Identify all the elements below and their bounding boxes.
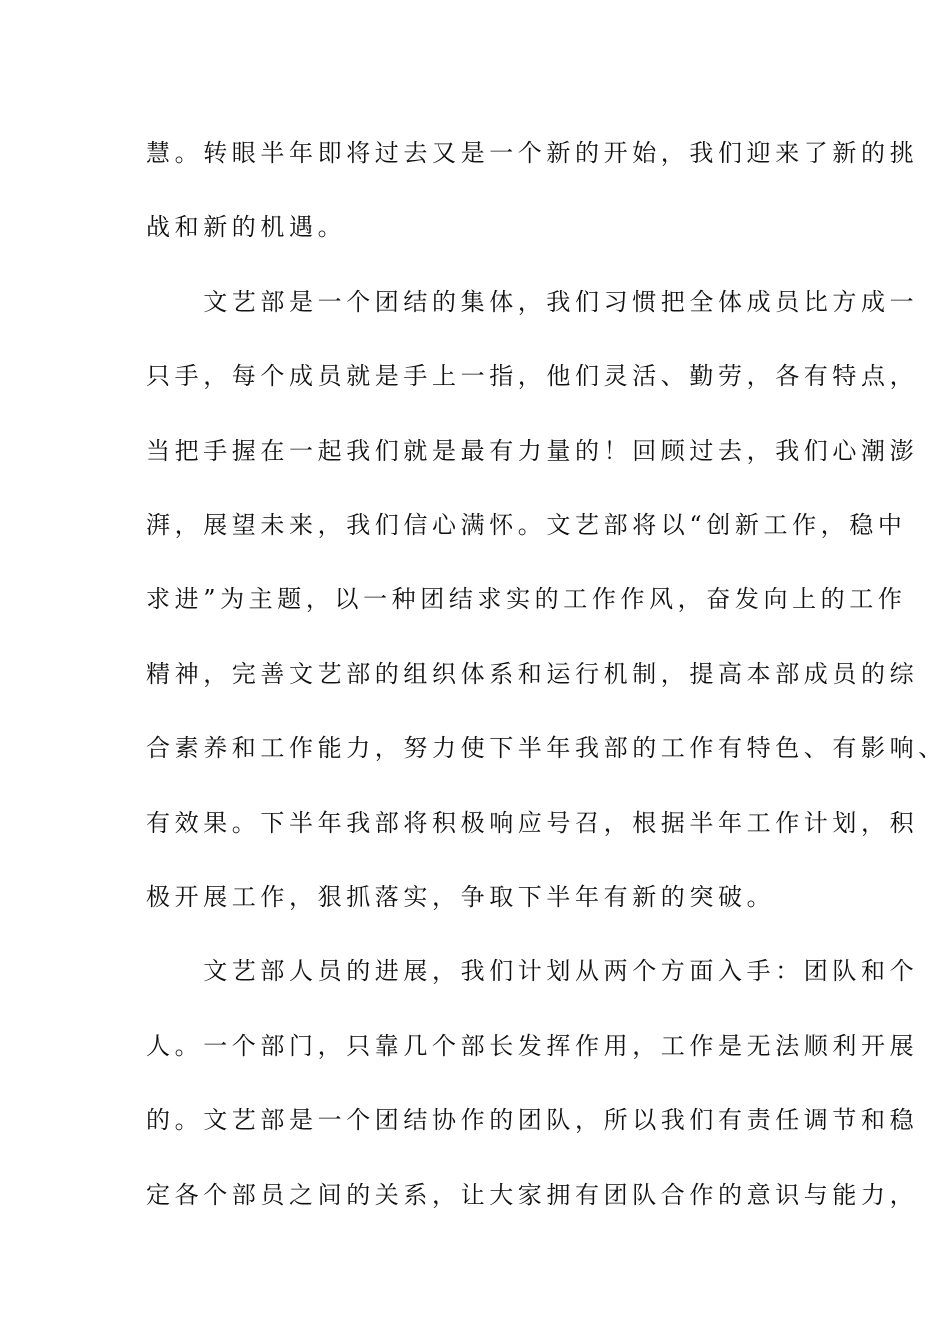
text-line: 求进”为主题，以一种团结求实的工作作风，奋发向上的工作 <box>146 585 907 613</box>
text-line: 合素养和工作能力，努力使下半年我部的工作有特色、有影响、 <box>146 734 947 762</box>
text-line: 定各个部员之间的关系，让大家拥有团队合作的意识与能力， <box>146 1181 919 1209</box>
text-line: 极开展工作，狠抓落实，争取下半年有新的突破。 <box>146 883 776 911</box>
text-line: 人。一个部门，只靠几个部长发挥作用，工作是无法顺利开展 <box>146 1032 919 1060</box>
text-line: 精神，完善文艺部的组织体系和运行机制，提高本部成员的综 <box>146 660 919 688</box>
text-line: 湃，展望未来，我们信心满怀。文艺部将以“创新工作，稳中 <box>146 511 907 539</box>
text-line: 只手，每个成员就是手上一指，他们灵活、勤劳，各有特点， <box>146 362 919 390</box>
text-line: 战和新的机遇。 <box>146 213 347 241</box>
text-line: 有效果。下半年我部将积极响应号召，根据半年工作计划，积 <box>146 809 919 837</box>
text-line: 的。文艺部是一个团结协作的团队，所以我们有责任调节和稳 <box>146 1106 919 1134</box>
text-line: 慧。转眼半年即将过去又是一个新的开始，我们迎来了新的挑 <box>146 139 919 167</box>
text-line: 文艺部是一个团结的集体，我们习惯把全体成员比方成一 <box>146 288 919 316</box>
text-line: 文艺部人员的进展，我们计划从两个方面入手：团队和个 <box>146 957 919 985</box>
text-line: 当把手握在一起我们就是最有力量的！回顾过去，我们心潮澎 <box>146 437 919 465</box>
